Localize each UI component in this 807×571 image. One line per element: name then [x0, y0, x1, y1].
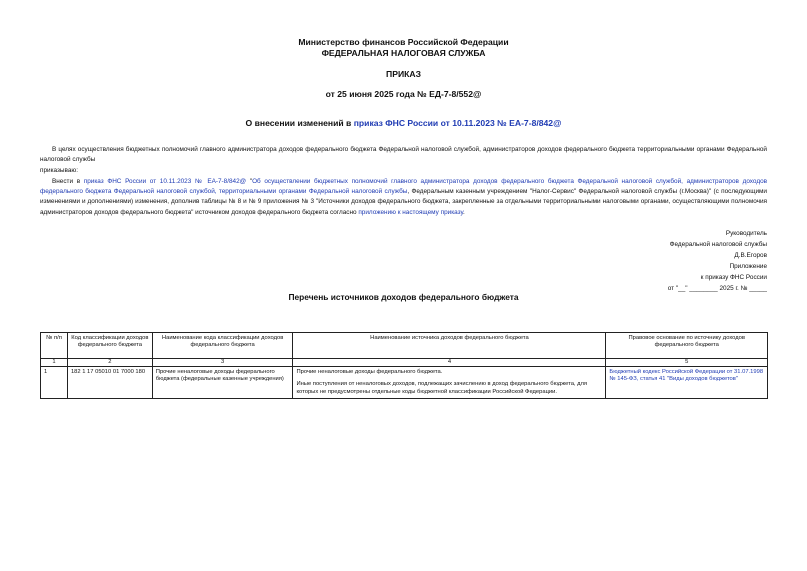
legal-basis-link[interactable]: Бюджетный кодекс Российской Федерации от 31.07.1998 № 145-ФЗ, статья 41 "Виды доходов бюджетов": [609, 368, 764, 383]
preamble-paragraph: В целях осуществления бюджетных полномочий главного администратора доходов федерального бюджета Федеральной налоговой службой, администраторов доходов федерального бюджета территориальными органами Федеральной налоговой службы: [40, 146, 767, 164]
order-link-ref[interactable]: приказ ФНС России от 10.11.2023 № ЕА-7-8/842@: [83, 178, 247, 185]
column-number: 2: [67, 359, 152, 367]
order-word: приказываю:: [40, 167, 78, 174]
column-number: 1: [41, 359, 68, 367]
header-cell-number: № п/п: [41, 333, 68, 359]
subject-prefix: О внесении изменений в: [245, 118, 354, 128]
table-title: Перечень источников доходов федерального бюджета: [288, 292, 519, 302]
signer-organization: Федеральной налоговой службы: [669, 240, 767, 248]
signer-name: Д.В.Егоров: [734, 251, 767, 259]
signer-position: Руководитель: [725, 230, 767, 237]
appendix-to: к приказу ФНС России: [700, 273, 767, 281]
column-number: 5: [606, 359, 768, 367]
subject-order-link[interactable]: приказ ФНС России от 10.11.2023 № ЕА-7-8/842@: [353, 118, 562, 128]
row-code: 182 1 17 05010 01 7000 180: [67, 367, 152, 398]
appendix-label: Приложение: [729, 262, 767, 270]
document-subject: [0, 118, 807, 128]
header-cell-code-name: Наименование кода классификации доходов федерального бюджета: [152, 333, 293, 359]
appendix-date: от "__" ________ 2025 г. № _____: [667, 284, 767, 292]
header-cell-source: Наименование источника доходов федерального бюджета: [293, 333, 606, 359]
table-header-row: [41, 333, 768, 359]
header-cell-code: Код классификации доходов федерального бюджета: [67, 333, 152, 359]
order-text-mid: , Федеральным казенным учреждением "Налог-Сервис" Федеральной налоговой службы (г.Москва)" (с последующими изменениями и дополнениями) изменения, дополнив таблицы № 8 и № 9 приложения № 3 "Источники доходов федерального бюджета, закрепленные за отдельными территориальными налоговыми органами, осуществляющими полномочия администраторов доходов федерального бюджета" источником доходов федерального бюджета согласно: [40, 188, 767, 216]
column-number: 4: [293, 359, 606, 367]
order-text-end: .: [463, 208, 465, 216]
document-type: ПРИКАЗ: [386, 69, 421, 79]
ministry-title: Министерство финансов Российской Федерации: [298, 37, 509, 47]
column-numbers-row: [41, 359, 768, 367]
row-legal-basis: [606, 367, 768, 398]
appendix-link[interactable]: приложению к настоящему приказу: [358, 208, 464, 216]
order-title-link[interactable]: Об осуществлении бюджетных полномочий главного администратора доходов федерального бюджета Федеральной налоговой службой, администраторов доходов федерального бюджета Федеральной налоговой службой, территориальными органами Федеральной налоговой службы: [40, 178, 768, 196]
order-text-start: Внести в: [52, 178, 84, 185]
row-number: 1: [41, 367, 68, 398]
row-code-name: Прочие неналоговые доходы федерального бюджета (федеральные казенные учреждения): [152, 367, 293, 398]
row-source-line2: Иные поступления от неналоговых доходов, подлежащих зачислению в доход федерального бюджета, для которых не предусмотрены отдельные коды бюджетной классификации Российской Федерации.: [296, 381, 588, 395]
row-source-line1: Прочие неналоговые доходы федерального бюджета.: [296, 368, 443, 375]
income-sources-table: [40, 332, 768, 399]
document-date-number: от 25 июня 2025 года № ЕД-7-8/552@: [325, 89, 482, 99]
table-row: [41, 367, 768, 398]
signature-block: [467, 229, 767, 294]
row-source: [293, 367, 606, 398]
order-quote-open: ": [246, 178, 253, 185]
service-title: ФЕДЕРАЛЬНАЯ НАЛОГОВАЯ СЛУЖБА: [321, 48, 486, 58]
order-paragraph: [40, 177, 767, 218]
header-cell-legal-basis: Правовое основание по источнику доходов федерального бюджета: [606, 333, 768, 359]
column-number: 3: [152, 359, 293, 367]
